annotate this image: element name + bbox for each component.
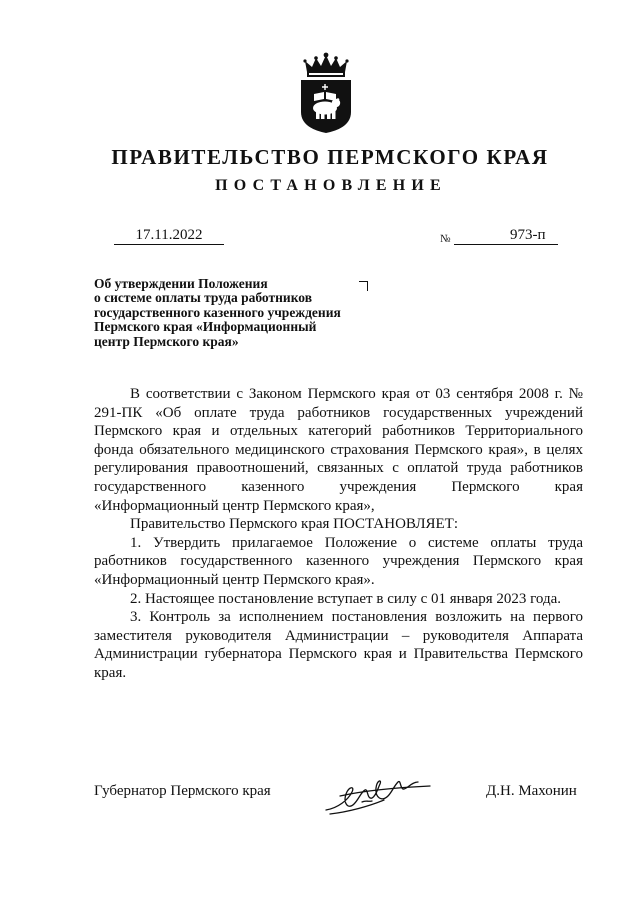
subject-line: государственного казенного учреждения (94, 304, 341, 320)
item-3-paragraph: 3. Контроль за исполнением постановления возложить на первого заместителя руководителя Администрации – руководителя Аппарата Администрации губернатора Пермского края и Правительства Пермского края. (94, 609, 583, 681)
preamble-paragraph: В соответствии с Законом Пермского края от 03 сентября 2008 г. № 291-ПК «Об оплате труда работников государственных учреждений Пермского края и отдельных категорий работников Территориального фонда обязательного медицинского страхования Пермского края», в целях регулирования правоотношений, связанных с оплатой труда работников государственного казенного учреждения Пермского края «Информационный центр Пермского края», (94, 386, 583, 514)
document-number-field (454, 227, 558, 245)
subject-line: о системе оплаты труда работников (94, 290, 312, 306)
subject-corner-mark (359, 281, 368, 291)
item-2-paragraph: 2. Настоящее постановление вступает в силу с 01 января 2023 года. (130, 590, 562, 607)
coat-of-arms-icon (297, 52, 355, 134)
document-date: 17.11.2022 (114, 227, 224, 245)
document-body (94, 385, 583, 683)
document-number: 973-п (510, 227, 546, 243)
signer-position: Губернатор Пермского края (94, 783, 271, 799)
item-1-paragraph: 1. Утвердить прилагаемое Положение о системе оплаты труда работников государственного казенного учреждения Пермского края «Информационный центр Пермского края». (94, 534, 583, 588)
subject-line: центр Пермского края» (94, 333, 239, 349)
signature-icon (318, 770, 438, 820)
subject-line: Об утверждении Положения (94, 276, 268, 291)
number-sign: № (440, 233, 451, 245)
resolution-clause: Правительство Пермского края ПОСТАНОВЛЯЕТ: (130, 516, 459, 533)
government-title: ПРАВИТЕЛЬСТВО ПЕРМСКОГО КРАЯ (111, 145, 549, 169)
document-type: ПОСТАНОВЛЕНИЕ (215, 177, 447, 194)
subject-line: Пермского края «Информационный (94, 319, 317, 335)
document-subject (94, 277, 364, 349)
signer-name: Д.Н. Махонин (486, 783, 577, 799)
